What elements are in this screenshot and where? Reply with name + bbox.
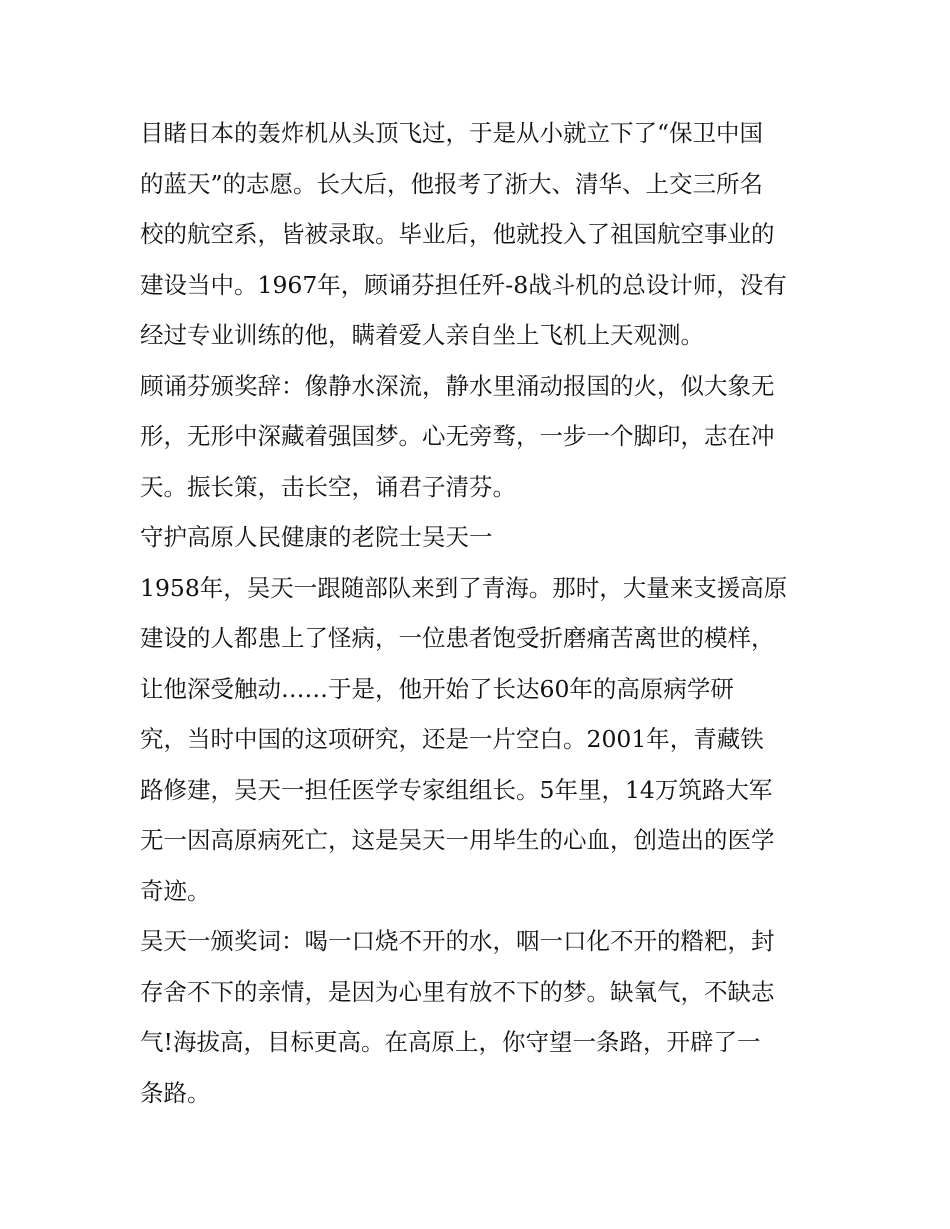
text-line: 经过专业训练的他，瞒着爱人亲自坐上飞机上天观测。 — [140, 321, 704, 349]
document-body — [140, 108, 820, 1118]
award-speech-line: 气!海拔高，目标更高。在高原上，你守望一条路，开辟了一 — [140, 1028, 761, 1056]
text-line: 让他深受触动……于是，他开始了长达60年的高原病学研 — [140, 674, 734, 703]
award-speech-line: 顾诵芬颁奖辞：像静水深流，静水里涌动报国的火，似大象无 — [140, 371, 775, 400]
text-line: 1958年，吴天一跟随部队来到了青海。那时，大量来支援高原 — [140, 573, 788, 602]
award-speech-line: 吴天一颁奖词：喝一口烧不开的水，咽一口化不开的糌粑，封 — [140, 927, 775, 955]
section-heading: 守护高原人民健康的老院士吴天一 — [140, 523, 493, 551]
text-line: 无一因高原病死亡，这是吴天一用毕生的心血，创造出的医学 — [140, 826, 775, 854]
award-speech-line: 条路。 — [140, 1078, 211, 1107]
award-speech-line: 形，无形中深藏着强国梦。心无旁骛，一步一个脚印，志在冲 — [140, 422, 775, 450]
text-line: 目睹日本的轰炸机从头顶飞过，于是从小就立下了“保卫中国 — [140, 119, 764, 147]
text-line: 究，当时中国的这项研究，还是一片空白。2001年，青藏铁 — [140, 725, 764, 753]
award-speech-line: 存舍不下的亲情，是因为心里有放不下的梦。缺氧气，不缺志 — [140, 977, 775, 1006]
text-line: 建设的人都患上了怪病，一位患者饱受折磨痛苦离世的模样， — [140, 624, 775, 652]
text-line: 建设当中。1967年，顾诵芬担任歼-8战斗机的总设计师，没有 — [140, 270, 787, 299]
text-line: 校的航空系，皆被录取。毕业后，他就投入了祖国航空事业的 — [140, 220, 775, 248]
text-line: 奇迹。 — [140, 876, 211, 905]
text-line: 的蓝天”的志愿。长大后，他报考了浙大、清华、上交三所名 — [140, 169, 764, 198]
text-line: 路修建，吴天一担任医学专家组组长。5年里，14万筑路大军 — [140, 775, 773, 804]
award-speech-line: 天。振长策，击长空，诵君子清芬。 — [140, 472, 516, 501]
